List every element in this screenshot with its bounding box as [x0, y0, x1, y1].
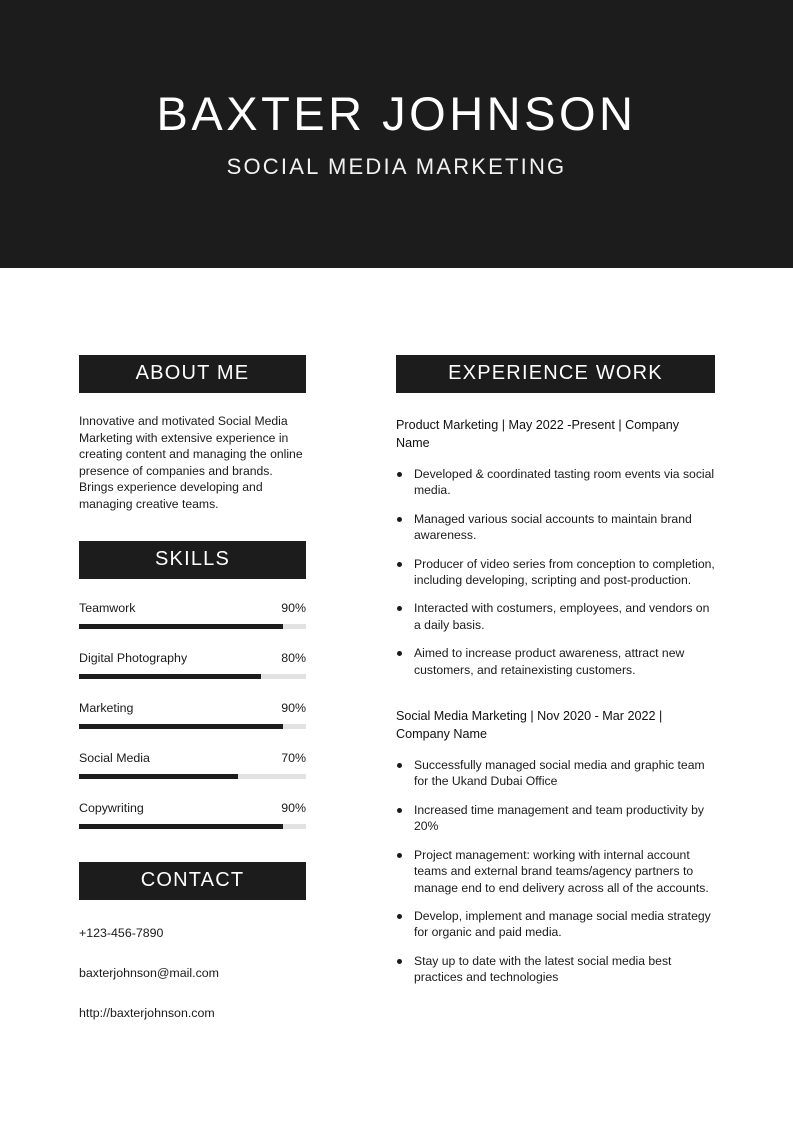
- skill-bar-track: [79, 724, 306, 729]
- experience-bullet: Aimed to increase product awareness, attract new customers, and retainexisting customers.: [396, 645, 715, 678]
- experience-bullet: Successfully managed social media and graphic team for the Ukand Dubai Office: [396, 757, 715, 790]
- experience-bullet: Stay up to date with the latest social media best practices and technologies: [396, 953, 715, 986]
- experience-job: [396, 707, 715, 985]
- experience-job-heading: Social Media Marketing | Nov 2020 - Mar 2022 | Company Name: [396, 709, 663, 742]
- contact-website[interactable]: http://baxterjohnson.com: [79, 1005, 215, 1020]
- contact-phone: +123-456-7890: [79, 925, 164, 940]
- right-column: [396, 355, 715, 986]
- candidate-role: SOCIAL MEDIA MARKETING: [226, 153, 567, 179]
- contact-email[interactable]: baxterjohnson@mail.com: [79, 965, 219, 980]
- experience-bullet: Managed various social accounts to maintain brand awareness.: [396, 511, 715, 544]
- experience-bullet: Developed & coordinated tasting room events via social media.: [396, 466, 715, 499]
- experience-bullet: Develop, implement and manage social media strategy for organic and paid media.: [396, 908, 715, 941]
- experience-job-heading: Product Marketing | May 2022 -Present | Company Name: [396, 418, 680, 450]
- experience-section-title: EXPERIENCE WORK: [396, 355, 715, 393]
- skill-bar-fill: [79, 774, 238, 779]
- skill-value: 90%: [281, 700, 306, 715]
- candidate-name: BAXTER JOHNSON: [156, 87, 637, 141]
- experience-job: [396, 416, 715, 678]
- skill-value: 70%: [281, 750, 306, 765]
- contact-section-title: CONTACT: [79, 862, 306, 900]
- experience-bullet: Project management: working with internal account teams and external brand teams/agency partners to manage end to end delivery across all of the accounts.: [396, 847, 715, 896]
- experience-bullet-list: [396, 757, 715, 985]
- about-text: Innovative and motivated Social Media Marketing with extensive experience in creating content and managing the online presence of companies and brands. Brings experience developing and managing creative teams.: [79, 414, 303, 511]
- skill-value: 90%: [281, 600, 306, 615]
- skill-bar-track: [79, 824, 306, 829]
- skill-item: [79, 651, 306, 679]
- skill-item: [79, 801, 306, 829]
- skill-bar-fill: [79, 624, 283, 629]
- skill-label: Marketing: [79, 700, 134, 715]
- experience-bullet: Increased time management and team productivity by 20%: [396, 802, 715, 835]
- skill-item: [79, 701, 306, 729]
- skill-value: 90%: [281, 800, 306, 815]
- skill-label: Digital Photography: [79, 650, 188, 665]
- skill-bar-track: [79, 674, 306, 679]
- skill-label: Copywriting: [79, 800, 144, 815]
- experience-bullet: Producer of video series from conception to completion, including developing, scripting and post-production.: [396, 556, 715, 589]
- skill-label: Social Media: [79, 750, 150, 765]
- skill-bar-fill: [79, 724, 283, 729]
- header-banner: [0, 0, 793, 268]
- skill-bar-track: [79, 774, 306, 779]
- skill-value: 80%: [281, 650, 306, 665]
- skill-bar-fill: [79, 674, 261, 679]
- skill-item: [79, 601, 306, 629]
- skill-bar-fill: [79, 824, 283, 829]
- contact-section: [79, 862, 306, 1020]
- skill-bar-track: [79, 624, 306, 629]
- skill-label: Teamwork: [79, 600, 136, 615]
- skills-section-title: SKILLS: [79, 541, 306, 579]
- about-section-title: ABOUT ME: [79, 355, 306, 393]
- experience-bullet: Interacted with costumers, employees, and vendors on a daily basis.: [396, 600, 715, 633]
- experience-bullet-list: [396, 466, 715, 678]
- left-column: [79, 355, 306, 1020]
- skill-item: [79, 751, 306, 779]
- skills-section: [79, 541, 306, 829]
